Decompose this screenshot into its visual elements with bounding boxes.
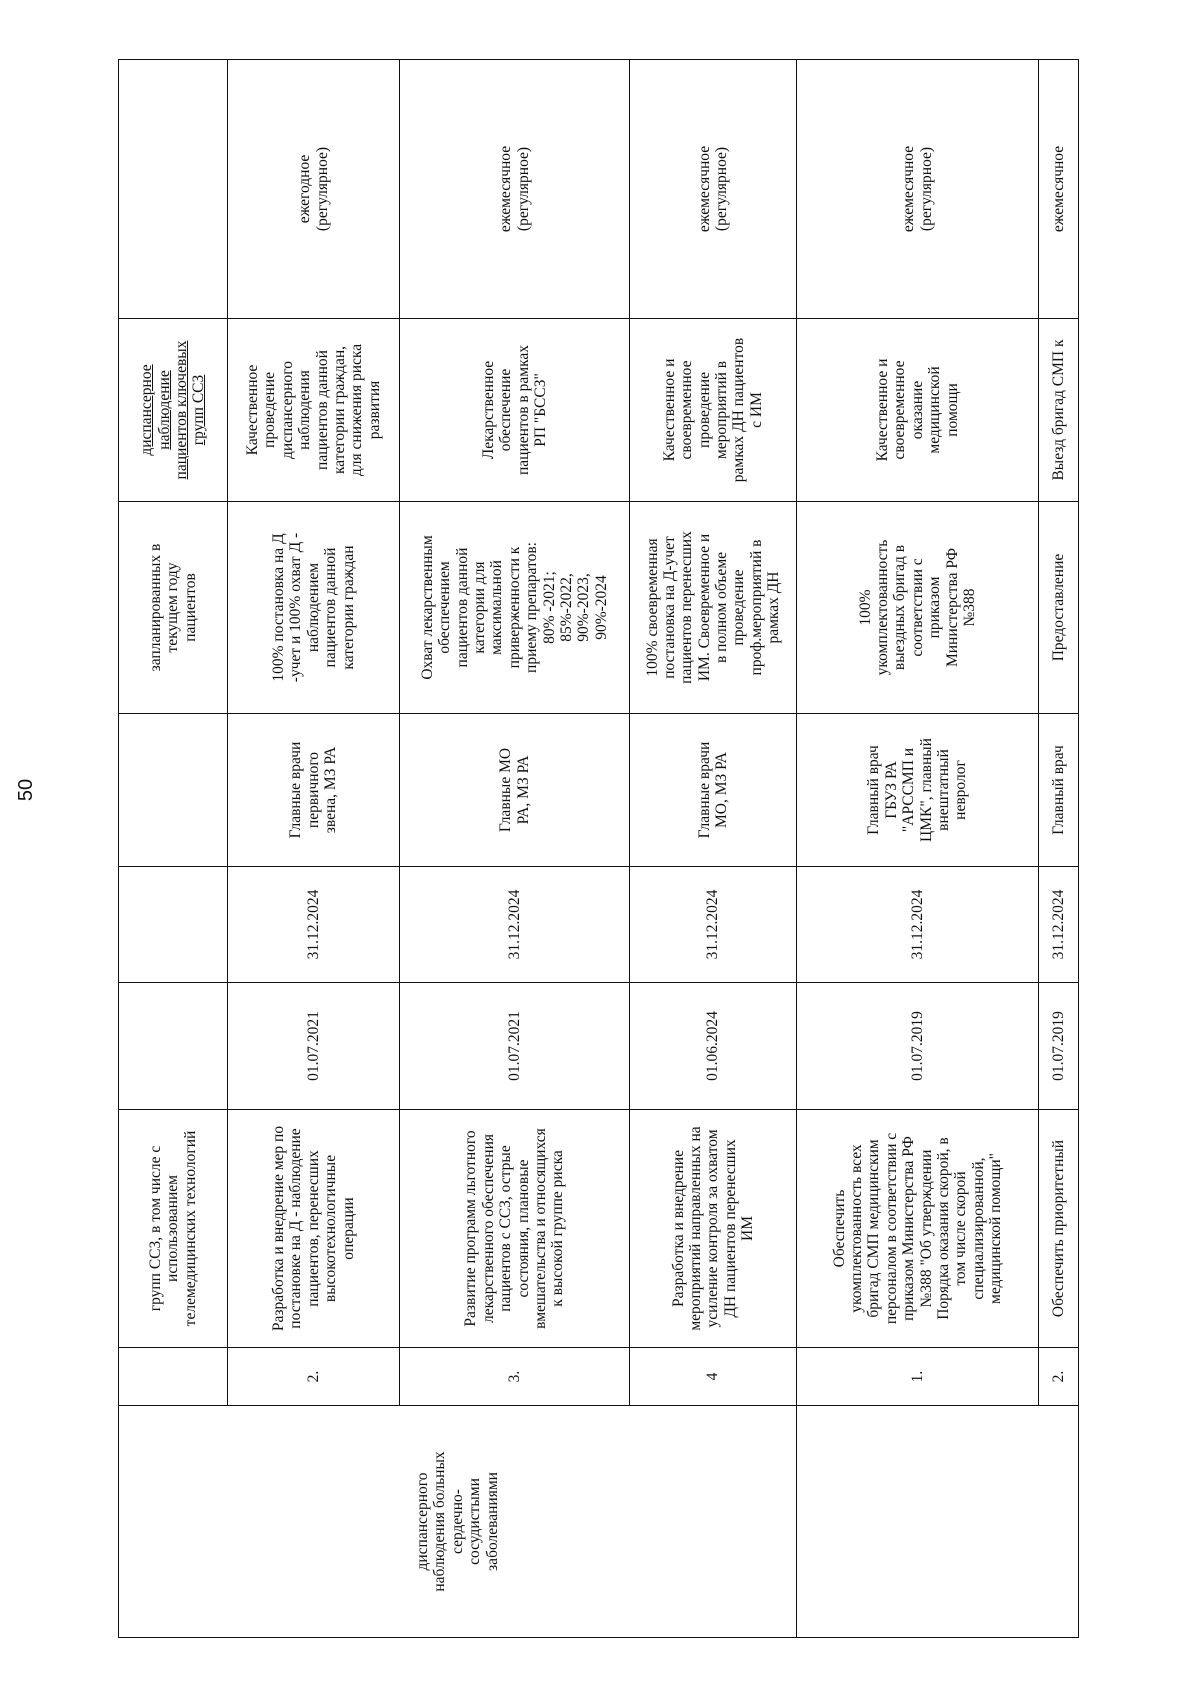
end-date-cell: 31.12.2024 [400,867,630,983]
responsible-cell [119,714,228,867]
group-label-cell: диспансерного наблюдения больных сердечно- сосудистыми заболеваниями [119,1406,797,1638]
measure-cell: Развитие программ льготного лекарственного обеспечения пациентов с ССЗ, острые состояния, плановые вмешательства и относящихся к высокой группе риска [400,1110,630,1348]
rotated-table-container [118,60,1078,1638]
row-number: 2. [228,1348,400,1406]
end-date-cell: 31.12.2024 [797,867,1039,983]
row-number: 1. [797,1348,1039,1406]
frequency-cell: ежемесячное (регулярное) [797,60,1039,319]
table-row [119,60,228,1638]
measure-cell: Разработка и внедрение мер по постановке на Д - наблюдение пациентов, перенесших высокотехнологичные операции [228,1110,400,1348]
responsible-cell: Главный врач ГБУЗ РА "АРССМП и ЦМК", главный внештатный невролог [797,714,1039,867]
frequency-cell: ежемесячное (регулярное) [400,60,630,319]
frequency-cell: ежегодное (регулярное) [228,60,400,319]
responsible-cell: Главные врачи первичного звена, МЗ РА [228,714,400,867]
end-date-cell: 31.12.2024 [1039,867,1079,983]
table-row [1039,60,1079,1638]
end-date-cell [119,867,228,983]
responsible-cell: Главный врач [1039,714,1079,867]
table-row [797,60,1039,1638]
result-cell: Качественное и своевременное оказание медицинской помощи [797,319,1039,502]
indicator-cell: 100% постановка на Д -учет и 100% охват Д - наблюдением пациентов данной категории граждан [228,502,400,714]
frequency-cell: ежемесячное (регулярное) [630,60,797,319]
start-date-cell: 01.07.2021 [400,983,630,1110]
result-cell: Качественное проведение диспансерного наблюдения пациентов данной категории граждан, для снижения риска развития [228,319,400,502]
measure-cell: Обеспечить укомплектованность всех бригад СМП медицинским персоналом в соответствии с приказом Министерства РФ №388 "Об утверждении Порядка оказания скорой, в том числе скорой специализированной, медицинской помощи" [797,1110,1039,1348]
start-date-cell: 01.07.2019 [797,983,1039,1110]
row-number [119,1348,228,1406]
table-row [630,60,797,1638]
activity-plan-table [118,59,1079,1638]
indicator-cell: 100% укомплектованность выездных бригад в соответствии с приказом Министерства РФ №388 [797,502,1039,714]
indicator-cell: Предоставление [1039,502,1079,714]
start-date-cell: 01.06.2024 [630,983,797,1110]
end-date-cell: 31.12.2024 [228,867,400,983]
frequency-cell: ежемесячное [1039,60,1079,319]
row-number: 4 [630,1348,797,1406]
group-label-cell-empty [797,1406,1079,1638]
result-cell: Лекарственное обеспечение пациентов в рамках РП "БССЗ" [400,319,630,502]
start-date-cell [119,983,228,1110]
measure-cell: групп ССЗ, в том числе с использованием телемедицинских технологий [119,1110,228,1348]
result-cell: Выезд бригад СМП к [1039,319,1079,502]
row-number: 2. [1039,1348,1079,1406]
result-text: диспансерное наблюдение пациентов ключевых групп ССЗ [138,340,208,480]
measure-cell: Разработка и внедрение мероприятий направленных на усиление контроля за охватом ДН пациентов перенесших ИМ [630,1110,797,1348]
page-number: 50 [15,778,37,802]
start-date-cell: 01.07.2019 [1039,983,1079,1110]
end-date-cell: 31.12.2024 [630,867,797,983]
row-number: 3. [400,1348,630,1406]
start-date-cell: 01.07.2021 [228,983,400,1110]
indicator-cell: запланированных в текущем году пациентов [119,502,228,714]
indicator-cell: Охват лекарственным обеспечением пациентов данной категории для максимальной приверженности к приему препаратов: 80% -2021; 85%-2022, 90%-2023, 90%-2024 [400,502,630,714]
responsible-cell: Главные МО РА, МЗ РА [400,714,630,867]
table-row [400,60,630,1638]
indicator-cell: 100% своевременная постановка на Д-учет пациентов перенесших ИМ. Своевременное и в полном объеме проведение проф.мероприятий в рамках ДН [630,502,797,714]
measure-cell: Обеспечить приоритетный [1039,1110,1079,1348]
table-row [228,60,400,1638]
result-cell [119,319,228,502]
frequency-cell [119,60,228,319]
responsible-cell: Главные врачи МО, МЗ РА [630,714,797,867]
result-cell: Качественное и своевременное проведение мероприятий в рамках ДН пациентов с ИМ [630,319,797,502]
